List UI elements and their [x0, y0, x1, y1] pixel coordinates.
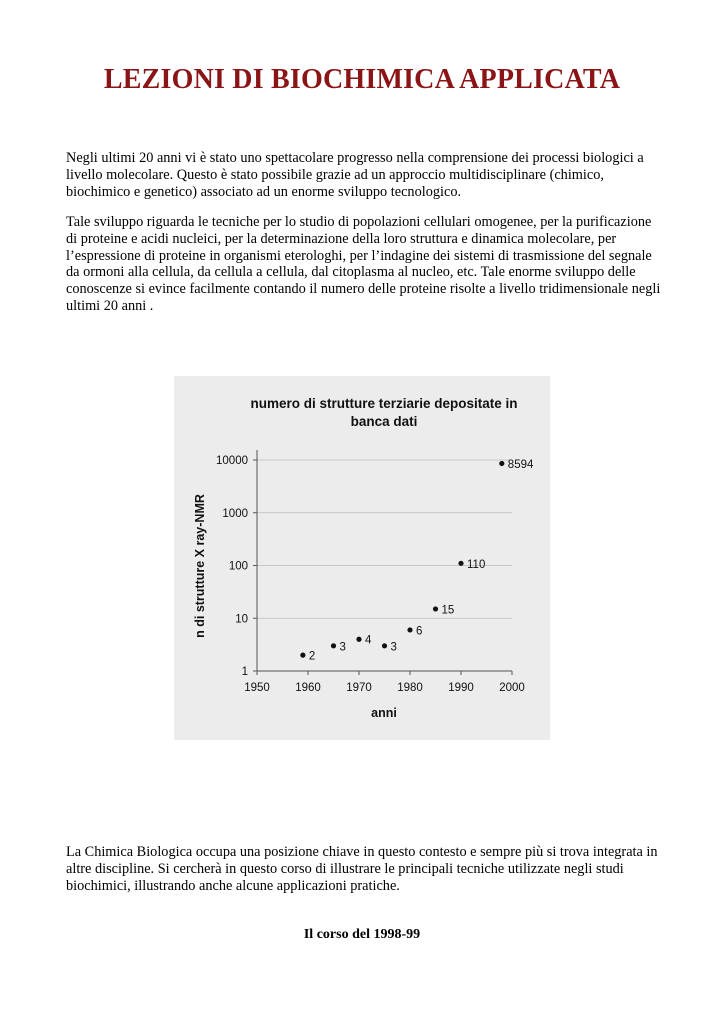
data-label: 15: [441, 604, 455, 617]
x-tick-label: 1980: [397, 682, 423, 694]
data-label: 6: [416, 625, 423, 638]
development-paragraph: Tale sviluppo riguarda le tecniche per lo studio di popolazioni cellulari omogenee, per la purificazione di proteine e acidi nucleici, per la determinazione della loro struttura e dinamica molecolare, per l’espressione di proteine in organismi eterologhi, per l’indagine dei sistemi di trasmissione del segnale da ormoni alla cellula, da cellula a cellula, dal citoplasma al nucleo, etc. Tale enorme sviluppo delle conoscenze si evince facilmente contando il numero delle proteine risolte a livello tridimensionale negli ultimi 20 anni .: [66, 214, 661, 314]
data-point: [407, 627, 412, 632]
x-tick-label: 2000: [499, 682, 525, 694]
page-title: LEZIONI DI BIOCHIMICA APPLICATA: [103, 64, 621, 95]
chart-svg: [174, 376, 550, 740]
chart-x-axis-label: anni: [371, 706, 397, 720]
data-label: 8594: [507, 458, 534, 471]
data-label: 110: [467, 558, 486, 571]
data-point: [433, 606, 438, 611]
data-point: [499, 461, 504, 466]
chart-title-line-2: banca dati: [350, 414, 418, 429]
intro-paragraph: Negli ultimi 20 anni vi è stato uno spettacolare progresso nella comprensione dei processi biologici a livello molecolare. Questo è stato possibile grazie ad un approccio multidisciplinare (chimico, biochimico e genetico) associato ad un enorme sviluppo tecnologico.: [66, 150, 644, 200]
data-point: [300, 653, 305, 658]
y-tick-label: 1: [241, 666, 248, 678]
x-tick-label: 1970: [346, 682, 372, 694]
chart-tick-labels: [216, 455, 525, 694]
y-tick-label: 10: [235, 613, 248, 626]
chart-points: [300, 459, 534, 663]
data-point: [356, 637, 361, 642]
y-tick-label: 10000: [216, 455, 248, 467]
x-tick-label: 1950: [244, 682, 270, 694]
closing-paragraph: La Chimica Biologica occupa una posizione chiave in questo contesto e sempre più si trova integrata in altre discipline. Si cercherà in questo corso di illustrare le principali tecniche utilizzate negli studi biochimici, illustrando anche alcune applicazioni pratiche.: [66, 844, 658, 894]
data-label: 3: [390, 641, 397, 654]
y-tick-label: 100: [228, 560, 248, 573]
chart-y-axis-label: n di strutture X ray-NMR: [193, 494, 207, 638]
x-tick-label: 1990: [448, 682, 474, 694]
data-label: 2: [308, 650, 316, 663]
y-tick-label: 1000: [222, 507, 248, 520]
data-label: 4: [365, 634, 372, 647]
x-tick-label: 1960: [295, 682, 321, 694]
data-point: [382, 643, 387, 648]
chart-gridlines: [257, 460, 512, 618]
course-year: Il corso del 1998-99: [303, 927, 421, 942]
protein-structures-chart: [174, 376, 550, 740]
chart-title-line-1: numero di strutture terziarie depositate in: [250, 396, 518, 411]
data-point: [458, 561, 463, 566]
data-label: 3: [339, 641, 346, 654]
data-point: [331, 643, 336, 648]
